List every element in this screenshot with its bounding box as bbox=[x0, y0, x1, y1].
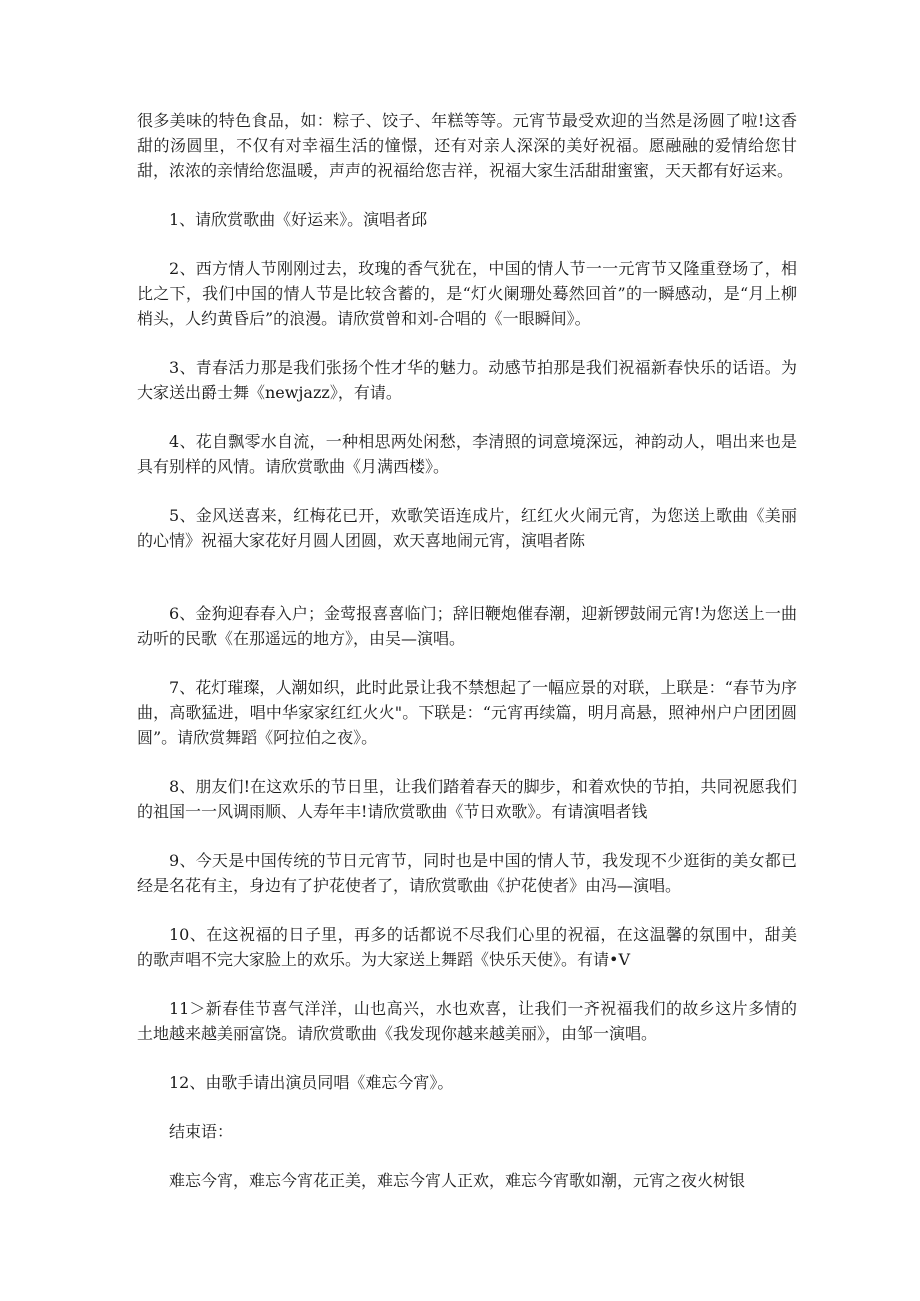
closing-paragraph: 难忘今宵，难忘今宵花正美，难忘今宵人正欢，难忘今宵歌如潮，元宵之夜火树银 bbox=[169, 1171, 746, 1190]
paragraph-item-3: 3、青春活力那是我们张扬个性才华的魅力。动感节拍那是我们祝福新春快乐的话语。为大家送出爵士舞《newjazz》，有请。 bbox=[137, 358, 797, 402]
closing-heading: 结束语： bbox=[169, 1122, 234, 1141]
paragraph-item-5: 5、金风送喜来，红梅花已开，欢歌笑语连成片，红红火火闹元宵，为您送上歌曲《美丽的心情》祝福大家花好月圆人团圆，欢天喜地闹元宵，演唱者陈 bbox=[137, 506, 797, 550]
paragraph-item-10: 10、在这祝福的日子里，再多的话都说不尽我们心里的祝福，在这温馨的氛围中，甜美的歌声唱不完大家脸上的欢乐。为大家送上舞蹈《快乐天使》。有请•V bbox=[137, 925, 797, 969]
paragraph-item-9: 9、今天是中国传统的节日元宵节，同时也是中国的情人节，我发现不少逛街的美女都已经是名花有主，身边有了护花使者了，请欣赏歌曲《护花使者》由冯—演唱。 bbox=[137, 851, 797, 895]
document-body bbox=[137, 108, 797, 1217]
paragraph-item-8: 8、朋友们!在这欢乐的节日里，让我们踏着春天的脚步，和着欢快的节拍，共同祝愿我们的祖国一一风调雨顺、人寿年丰!请欣赏歌曲《节日欢歌》。有请演唱者钱 bbox=[137, 777, 797, 821]
paragraph-item-7: 7、花灯璀璨，人潮如织，此时此景让我不禁想起了一幅应景的对联，上联是：“春节为序曲，高歌猛进，唱中华家家红红火火"。下联是：“元宵再续篇，明月高悬，照神州户户团团圆圆”。请欣赏舞蹈《阿拉伯之夜》。 bbox=[137, 678, 797, 747]
paragraph-item-4: 4、花自飘零水自流，一种相思两处闲愁，李清照的词意境深远，神韵动人，唱出来也是具有别样的风情。请欣赏歌曲《月满西楼》。 bbox=[137, 432, 797, 476]
paragraph-item-2: 2、西方情人节刚刚过去，玫瑰的香气犹在，中国的情人节一一元宵节又隆重登场了，相比之下，我们中国的情人节是比较含蓄的，是“灯火阑珊处蓦然回首”的一瞬感动，是“月上柳梢头，人约黄昏后”的浪漫。请欣赏曾和刘-合唱的《一眼瞬间》。 bbox=[137, 259, 797, 328]
paragraph-item-6: 6、金狗迎春春入户；金莺报喜喜临门；辞旧鞭炮催春潮，迎新锣鼓闹元宵!为您送上一曲动听的民歌《在那遥远的地方》，由吴—演唱。 bbox=[137, 604, 797, 648]
paragraph-item-1: 1、请欣赏歌曲《好运来》。演唱者邱 bbox=[169, 210, 428, 229]
paragraph-intro: 很多美味的特色食品，如：粽子、饺子、年糕等等。元宵节最受欢迎的当然是汤圆了啦!这香甜的汤圆里，不仅有对幸福生活的憧憬，还有对亲人深深的美好祝福。愿融融的爱情给您甘甜，浓浓的亲情给您温暖，声声的祝福给您吉祥，祝福大家生活甜甜蜜蜜，天天都有好运来。 bbox=[137, 111, 797, 180]
paragraph-item-11: 11＞新春佳节喜气洋洋，山也高兴，水也欢喜，让我们一齐祝福我们的故乡这片多情的土地越来越美丽富饶。请欣赏歌曲《我发现你越来越美丽》，由邹一演唱。 bbox=[137, 999, 797, 1043]
paragraph-item-12: 12、由歌手请出演员同唱《难忘今宵》。 bbox=[169, 1073, 454, 1092]
